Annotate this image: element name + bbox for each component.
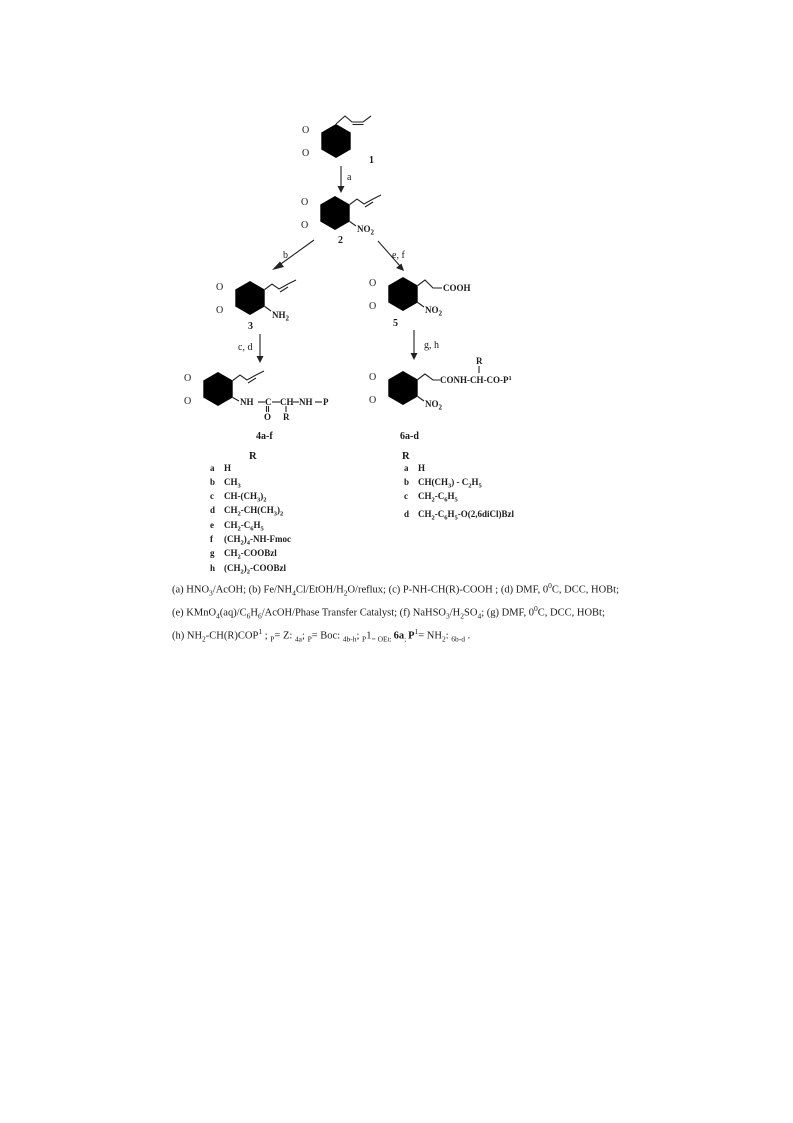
- table-row-id: d: [404, 509, 410, 519]
- o-label: O: [216, 305, 224, 316]
- o-label: O: [184, 396, 192, 407]
- side-chain-r-label: R: [283, 412, 290, 422]
- arrow-step-gh: [411, 330, 418, 360]
- nitro-group-label: $NO_2$: [425, 399, 442, 412]
- o-label: O: [369, 395, 377, 406]
- table-row-substituent: $CH_2-C_6H_5$: [418, 491, 458, 504]
- compound-label-4a-f: 4a-f: [256, 431, 273, 442]
- arrow-label-b: b: [283, 250, 288, 261]
- table-row-id: f: [210, 534, 213, 544]
- table-left-header: R: [249, 451, 257, 462]
- amine-nh-label: NH: [299, 397, 313, 407]
- alpha-ch-label: CH: [280, 397, 294, 407]
- table-row-id: b: [404, 477, 410, 487]
- table-row-id: b: [210, 477, 216, 487]
- table-row-id: h: [210, 563, 216, 573]
- carbonyl-c-label: C: [265, 397, 272, 407]
- side-chain-r-label: R: [476, 356, 483, 366]
- protecting-group-p-label: P: [323, 397, 329, 407]
- nitro-group-label: $NO_2$: [425, 305, 442, 318]
- compound-label-1: 1: [369, 155, 374, 166]
- table-row-id: a: [210, 463, 215, 473]
- compound-label-5: 5: [393, 318, 398, 329]
- legend-line-3: (h) $NH_2-CH(R)COP^1$ ; $_P$= Z: $_{4a}$; $_P$= Boc: $_{4b-h}$; $_P1_{= OEt:}$ $6a_;$ $P^1= NH_2$: $_{6b-d}$ .: [172, 627, 471, 644]
- o-label: O: [369, 301, 377, 312]
- arrow-label-ef: e, f: [392, 250, 405, 261]
- table-row-id: c: [404, 491, 408, 501]
- table-row-substituent: $CH_2-CH(CH_3)_2$: [224, 505, 284, 518]
- table-row-id: e: [210, 520, 214, 530]
- table-row-id: c: [210, 491, 214, 501]
- table-row-substituent: $CH_3$: [224, 477, 241, 490]
- table-row-substituent: $CH_2-C_6H_5$: [224, 520, 264, 533]
- o-label: O: [369, 278, 377, 289]
- peptide-chain-label: CONH-$CH-CO-P^1$: [440, 375, 512, 385]
- arrow-step-a: [338, 166, 345, 193]
- nitro-group-label: $NO_2$: [357, 224, 374, 237]
- carboxyl-group-label: COOH: [443, 283, 471, 293]
- table-row-substituent: $CH_2$-COOBzl: [224, 548, 277, 561]
- arrow-label-a: a: [347, 172, 352, 183]
- amide-nh-label: NH: [240, 397, 254, 407]
- reagents-legend: [172, 578, 732, 647]
- compound-1-structure: [303, 116, 371, 158]
- amino-group-label: $NH_2$: [272, 310, 289, 323]
- table-left-rows: [210, 463, 291, 576]
- table-row-substituent: H: [224, 463, 232, 473]
- o-label: O: [302, 148, 310, 159]
- arrow-step-cd: [257, 334, 264, 363]
- compound-label-3: 3: [248, 321, 253, 332]
- arrow-step-b: [272, 240, 314, 270]
- o-label: O: [216, 282, 224, 293]
- o-label: O: [184, 373, 192, 384]
- o-label: O: [302, 125, 310, 136]
- legend-line-2: (e) $KMnO_4(aq)/C_6H_6/AcOH$/Phase Transfer Catalyst; (f) $NaHSO_3/H_2SO_4$; (g) DMF, $0^0C$, DCC, HOBt;: [172, 604, 605, 621]
- arrow-label-gh: g, h: [424, 340, 439, 351]
- o-label: O: [369, 372, 377, 383]
- table-row-substituent: $(CH_2)_2$-COOBzl: [224, 563, 286, 576]
- table-row-id: a: [404, 463, 409, 473]
- table-row-substituent: $CH_2-C_6H_5-O(2,6diCl)Bzl$: [418, 509, 515, 522]
- o-label: O: [301, 220, 309, 231]
- table-row-id: d: [210, 505, 216, 515]
- table-row-id: g: [210, 548, 215, 558]
- legend-line-1: (a) $HNO_3$/AcOH; (b) $Fe/NH_4Cl/EtOH/H_2O$/reflux; (c) P-NH-CH(R)-COOH ; (d) DMF, $0^0C$, DCC, HOBt;: [172, 581, 619, 598]
- compound-label-6a-d: 6a-d: [400, 431, 419, 442]
- arrow-label-cd: c, d: [238, 342, 253, 353]
- table-right-rows: [404, 463, 515, 522]
- table-row-substituent: $(CH_2)_4-NH$-Fmoc: [224, 534, 291, 547]
- carbonyl-o-label: O: [264, 412, 272, 422]
- table-row-substituent: $CH-(CH_3)_2$: [224, 491, 267, 504]
- compound-label-2: 2: [338, 235, 343, 246]
- table-right-header: R: [402, 451, 410, 462]
- table-row-substituent: H: [418, 463, 426, 473]
- table-row-substituent: $CH(CH_3) - C_2H_5$: [418, 477, 482, 490]
- o-label: O: [301, 197, 309, 208]
